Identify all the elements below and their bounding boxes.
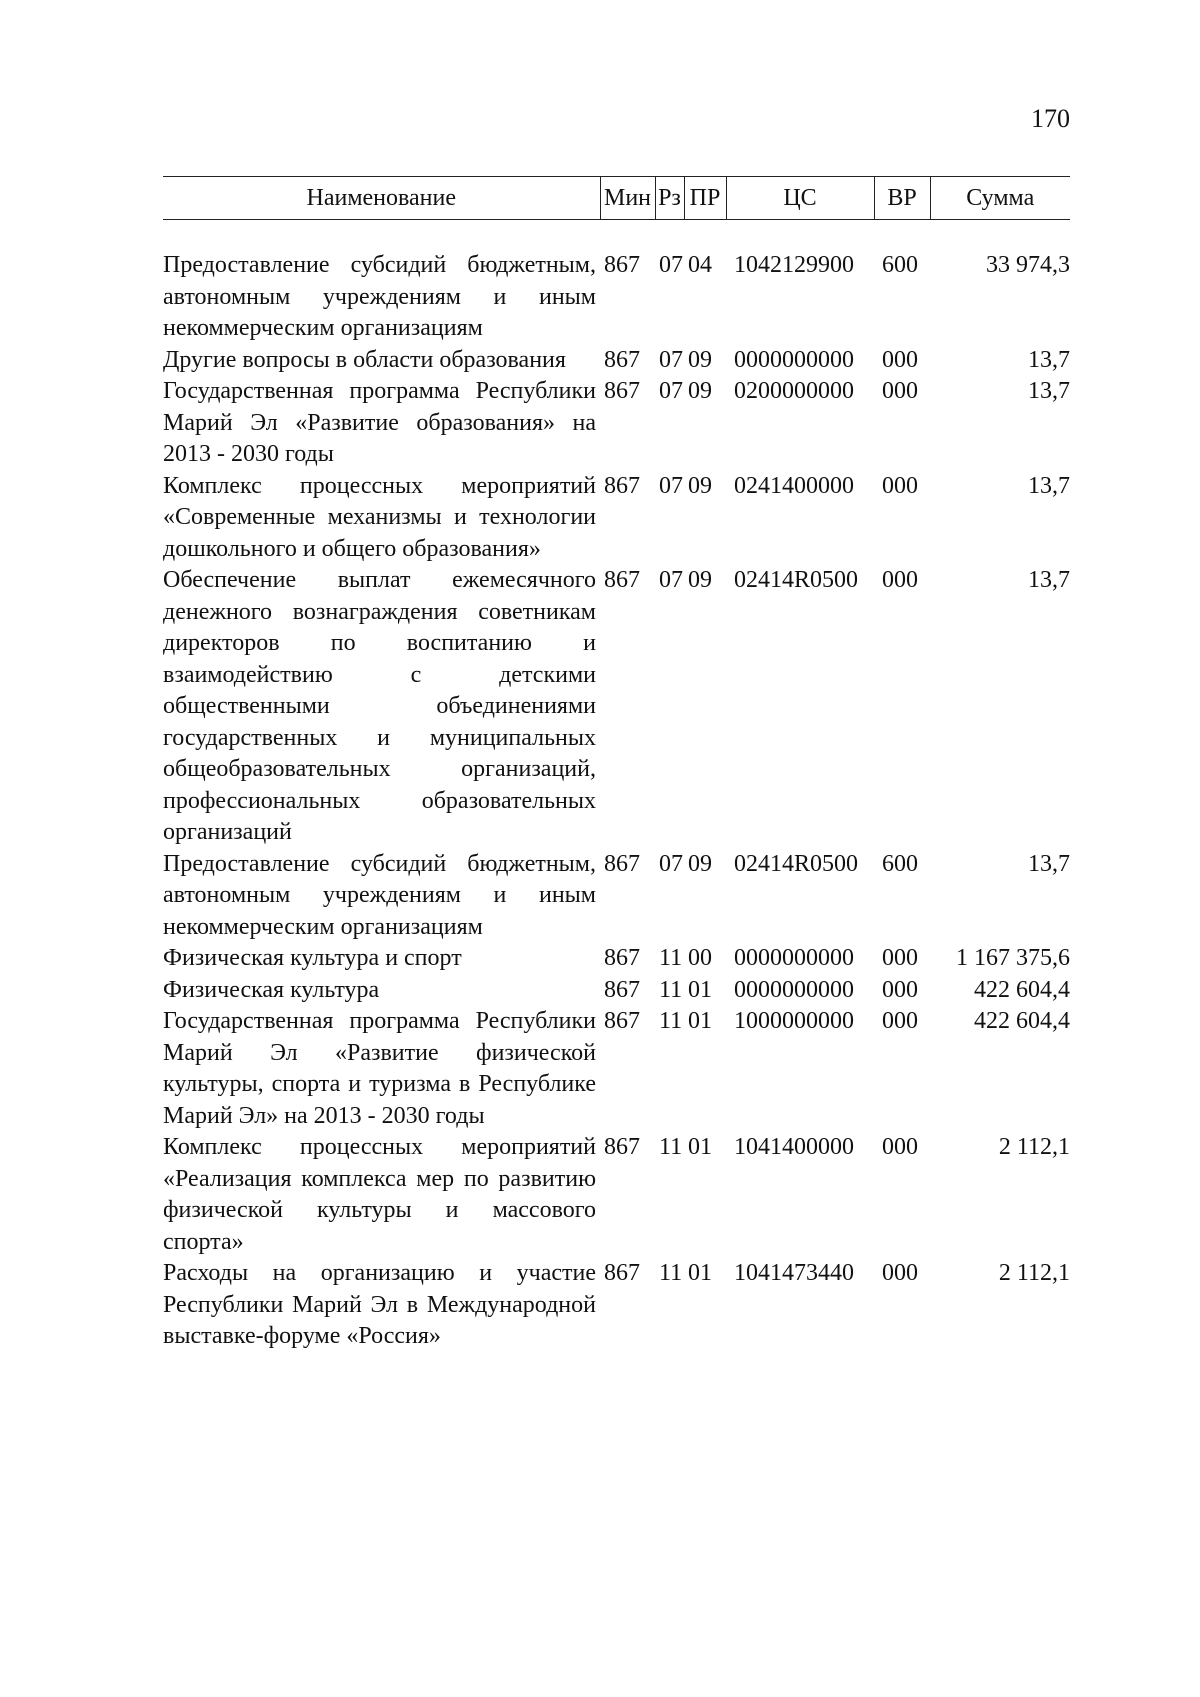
cell-rz: 11 <box>659 1260 683 1286</box>
cell-cs: 02414R0500 <box>734 567 859 593</box>
cell-name: Государственная программа Республики Марий Эл «Развитие физической культуры, спорта и туризма в Республике Марий Эл» на 2013 - 2030 годы <box>163 1008 596 1129</box>
table-row <box>163 565 1070 849</box>
cell-pr: 09 <box>688 346 712 373</box>
cell-cs: 1042129900 <box>734 252 854 278</box>
cell-cs: 02414R0500 <box>734 850 859 877</box>
cell-vr: 000 <box>882 472 918 499</box>
header-min: Мин <box>600 177 655 220</box>
table-row <box>163 1006 1070 1132</box>
cell-pr: 01 <box>688 1008 712 1034</box>
table-row <box>163 471 1070 566</box>
cell-min: 867 <box>604 976 640 1003</box>
cell-vr: 600 <box>882 252 918 278</box>
cell-min: 867 <box>604 945 640 971</box>
cell-name: Предоставление субсидий бюджетным, автономным учреждениям и иным некоммерческим организациям <box>163 850 596 940</box>
cell-vr: 000 <box>882 976 918 1003</box>
cell-rz: 07 <box>659 252 683 278</box>
cell-name: Физическая культура <box>163 976 380 1003</box>
budget-table <box>163 176 1070 1353</box>
cell-vr: 000 <box>882 1008 918 1034</box>
cell-sum: 13,7 <box>1028 567 1070 593</box>
cell-cs: 0000000000 <box>734 346 854 373</box>
cell-cs: 0000000000 <box>734 976 854 1003</box>
header-sum: Сумма <box>930 177 1070 220</box>
cell-sum: 2 112,1 <box>998 1134 1070 1160</box>
table-body <box>163 220 1070 1353</box>
cell-cs: 1041400000 <box>734 1134 854 1160</box>
cell-pr: 09 <box>688 850 712 877</box>
cell-name: Государственная программа Республики Марий Эл «Развитие образования» на 2013 - 2030 годы <box>163 378 596 467</box>
cell-min: 867 <box>604 1260 640 1286</box>
cell-min: 867 <box>604 1008 640 1034</box>
cell-cs: 0200000000 <box>734 378 854 404</box>
cell-name: Обеспечение выплат ежемесячного денежного вознаграждения советникам директоров по воспитанию и взаимодействию с детскими общественными объединениями государственных и муниципальных общеобразовательных организаций, профессиональных образовательных организаций <box>163 567 596 845</box>
cell-rz: 11 <box>659 1008 683 1034</box>
cell-pr: 00 <box>688 945 712 971</box>
table-row <box>163 1132 1070 1258</box>
cell-cs: 0241400000 <box>734 472 854 499</box>
cell-pr: 04 <box>688 252 712 278</box>
cell-vr: 600 <box>882 850 918 877</box>
cell-pr: 09 <box>688 378 712 404</box>
cell-sum: 13,7 <box>1028 850 1070 877</box>
cell-vr: 000 <box>882 1260 918 1286</box>
table-row <box>163 1258 1070 1353</box>
cell-rz: 07 <box>659 567 683 593</box>
cell-vr: 000 <box>882 378 918 404</box>
cell-rz: 07 <box>659 346 683 373</box>
cell-pr: 09 <box>688 567 712 593</box>
cell-name: Предоставление субсидий бюджетным, автономным учреждениям и иным некоммерческим организациям <box>163 252 596 341</box>
cell-sum: 13,7 <box>1028 472 1070 499</box>
cell-cs: 1000000000 <box>734 1008 854 1034</box>
cell-vr: 000 <box>882 567 918 593</box>
cell-min: 867 <box>604 378 640 404</box>
cell-sum: 422 604,4 <box>974 976 1070 1003</box>
cell-pr: 01 <box>688 976 712 1003</box>
cell-name: Комплекс процессных мероприятий «Реализация комплекса мер по развитию физической культуры и массового спорта» <box>163 1134 596 1255</box>
cell-rz: 11 <box>659 1134 683 1160</box>
table-row <box>163 849 1070 944</box>
cell-sum: 2 112,1 <box>998 1260 1070 1286</box>
cell-sum: 33 974,3 <box>986 252 1070 278</box>
header-rz: Рз <box>655 177 684 220</box>
cell-pr: 09 <box>688 472 712 499</box>
cell-min: 867 <box>604 472 640 499</box>
cell-name: Другие вопросы в области образования <box>163 346 566 373</box>
cell-min: 867 <box>604 346 640 373</box>
cell-rz: 07 <box>659 850 683 877</box>
cell-rz: 11 <box>659 945 683 971</box>
cell-min: 867 <box>604 252 640 278</box>
header-cs: ЦС <box>726 177 874 220</box>
cell-min: 867 <box>604 850 640 877</box>
header-pr: ПР <box>684 177 726 220</box>
cell-name: Расходы на организацию и участие Республики Марий Эл в Международной выставке-форуме «Россия» <box>163 1260 596 1349</box>
page-number: 170 <box>1031 104 1070 133</box>
table-row <box>163 975 1070 1007</box>
cell-min: 867 <box>604 1134 640 1160</box>
cell-rz: 07 <box>659 472 683 499</box>
cell-name: Комплекс процессных мероприятий «Современные механизмы и технологии дошкольного и общего образования» <box>163 472 596 562</box>
cell-pr: 01 <box>688 1134 712 1160</box>
cell-name: Физическая культура и спорт <box>163 945 462 971</box>
table-row <box>163 220 1070 345</box>
cell-min: 867 <box>604 567 640 593</box>
cell-pr: 01 <box>688 1260 712 1286</box>
table-header <box>163 177 1070 220</box>
cell-vr: 000 <box>882 1134 918 1160</box>
cell-sum: 1 167 375,6 <box>956 945 1070 971</box>
cell-cs: 0000000000 <box>734 945 854 971</box>
cell-vr: 000 <box>882 945 918 971</box>
cell-vr: 000 <box>882 346 918 373</box>
cell-rz: 11 <box>659 976 683 1003</box>
table-row <box>163 943 1070 975</box>
cell-sum: 422 604,4 <box>974 1008 1070 1034</box>
table-row <box>163 345 1070 377</box>
cell-sum: 13,7 <box>1028 346 1070 373</box>
cell-cs: 1041473440 <box>734 1260 854 1286</box>
table-row <box>163 376 1070 471</box>
cell-sum: 13,7 <box>1028 378 1070 404</box>
header-vr: ВР <box>874 177 930 220</box>
cell-rz: 07 <box>659 378 683 404</box>
header-name: Наименование <box>163 177 600 220</box>
